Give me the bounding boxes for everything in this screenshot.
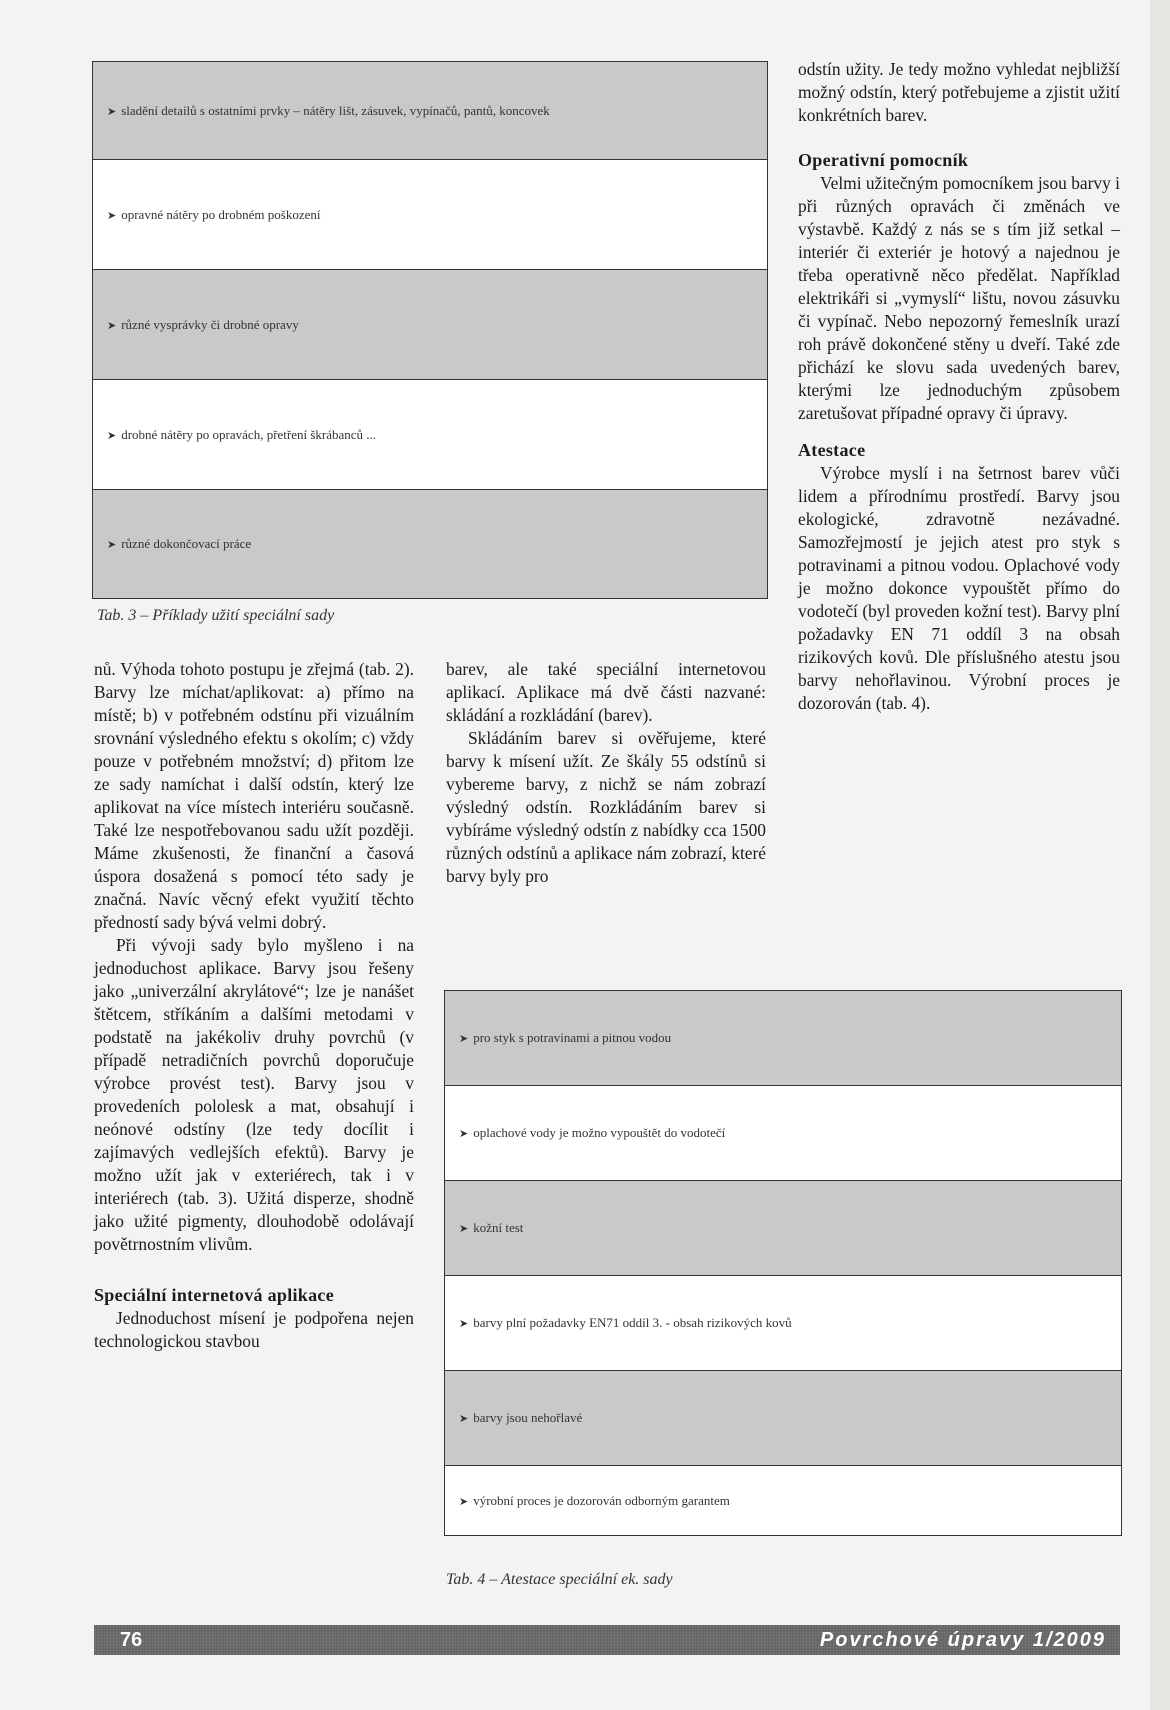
section-heading: Operativní pomocník bbox=[798, 150, 969, 170]
table-cell: barvy plní požadavky EN71 oddíl 3. - obsah rizikových kovů bbox=[473, 1315, 792, 1330]
paragraph: nů. Výhoda tohoto postupu je zřejmá (tab. 2). Barvy lze míchat/aplikovat: a) přímo na místě; b) v potřebném odstínu při vizuálním srovnání výsledného efektu s okolím; c) vždy pouze v potřebném množství; d) přitom lze ze sady namíchat i další odstín, který lze aplikovat na více místech interiéru současně. Také lze nespotřebovanou sadu užít později. Máme zkušenosti, že finanční a časová úspora dosažená s pomocí této sady je značná. Navíc věcný efekt využití těchto předností sady bývá velmi dobrý. bbox=[94, 659, 414, 932]
table-row bbox=[445, 1371, 1121, 1466]
arrow-bullet-icon: ➤ bbox=[459, 1495, 469, 1508]
table-row bbox=[445, 1466, 1121, 1535]
table-row bbox=[445, 1086, 1121, 1181]
table-3-caption: Tab. 3 – Příklady užití speciální sady bbox=[97, 607, 335, 624]
arrow-bullet-icon: ➤ bbox=[107, 319, 117, 332]
arrow-bullet-icon: ➤ bbox=[107, 209, 117, 222]
table-cell: různé vysprávky či drobné opravy bbox=[121, 316, 299, 332]
text-column-3 bbox=[798, 58, 1120, 715]
journal-title: Povrchové úpravy 1/2009 bbox=[819, 1629, 1106, 1651]
arrow-bullet-icon: ➤ bbox=[459, 1128, 469, 1140]
table-4-caption: Tab. 4 – Atestace speciální ek. sady bbox=[446, 1571, 673, 1588]
page-edge bbox=[1150, 0, 1170, 1710]
table-cell: sladění detailů s ostatními prvky – nátěry lišt, zásuvek, vypínačů, pantů, koncovek bbox=[121, 102, 550, 118]
arrow-bullet-icon: ➤ bbox=[459, 1033, 469, 1045]
table-row bbox=[93, 380, 767, 490]
table-row bbox=[445, 1276, 1121, 1371]
table-cell: drobné nátěry po opravách, přetření škrábanců ... bbox=[121, 426, 377, 442]
table-cell: barvy jsou nehořlavé bbox=[473, 1410, 583, 1425]
arrow-bullet-icon: ➤ bbox=[107, 539, 117, 551]
table-row bbox=[93, 160, 767, 270]
table-row bbox=[93, 270, 767, 380]
table-cell: různé dokončovací práce bbox=[121, 536, 252, 551]
section-heading: Atestace bbox=[798, 440, 866, 460]
arrow-bullet-icon: ➤ bbox=[107, 105, 117, 118]
arrow-bullet-icon: ➤ bbox=[459, 1413, 469, 1425]
arrow-bullet-icon: ➤ bbox=[107, 429, 117, 442]
table-cell: oplachové vody je možno vypouštět do vodotečí bbox=[473, 1125, 726, 1140]
page-footer bbox=[94, 1625, 1120, 1655]
table-4 bbox=[444, 990, 1122, 1536]
table-cell: výrobní proces je dozorován odborným garantem bbox=[473, 1492, 730, 1508]
paragraph: Velmi užitečným pomocníkem jsou barvy i při různých opravách či změnách ve výstavbě. Každý z nás se s tím již setkal – interiér či exteriér je hotový a najednou je třeba operativně něco předělat. Například elektrikáři si „vymyslí“ lištu, novou zásuvku či vypínač. Nebo nepozorný řemeslník urazí roh právě dokončené stěny u dveří. Také zde přichází ke slovu sada uvedených barev, kterými lze jednoduchým způsobem zaretušovat případné opravy či úpravy. bbox=[798, 173, 1120, 423]
table-3 bbox=[92, 61, 768, 599]
paragraph: Jednoduchost mísení je podpořena nejen technologickou stavbou bbox=[94, 1308, 414, 1351]
table-row bbox=[93, 62, 767, 160]
paragraph: Skládáním barev si ověřujeme, které barvy k mísení užít. Ze škály 55 odstínů si vybereme barvy, z nichž se nám zobrazí výsledný odstín. Rozkládáním barev si vybíráme výsledný odstín z nabídky cca 1500 různých odstínů a aplikace nám zobrazí, které barvy byly pro bbox=[446, 728, 766, 886]
table-cell: kožní test bbox=[473, 1220, 524, 1235]
page-number: 76 bbox=[120, 1629, 143, 1651]
table-row bbox=[445, 1181, 1121, 1276]
arrow-bullet-icon: ➤ bbox=[459, 1223, 469, 1235]
paragraph: odstín užity. Je tedy možno vyhledat nejbližší možný odstín, který potřebujeme a zjistit užití konkrétních barev. bbox=[798, 59, 1120, 125]
section-heading: Speciální internetová aplikace bbox=[94, 1285, 334, 1305]
paragraph: barev, ale také speciální internetovou aplikací. Aplikace má dvě části nazvané: skládání a rozkládání (barev). bbox=[446, 659, 766, 725]
table-cell: pro styk s potravinami a pitnou vodou bbox=[473, 1030, 672, 1045]
text-column-1 bbox=[94, 658, 414, 1353]
paragraph: Výrobce myslí i na šetrnost barev vůči lidem a přírodnímu prostředí. Barvy jsou ekologické, zdravotně nezávadné. Samozřejmostí je jejich atest pro styk s potravinami a pitnou vodou. Oplachové vody je možno dokonce vypouštět přímo do vodotečí (byl proveden kožní test). Barvy plní požadavky EN 71 oddíl 3 na obsah rizikových kovů. Dle příslušného atestu jsou barvy nehořlavinou. Výrobní proces je dozorován (tab. 4). bbox=[798, 463, 1120, 713]
table-row bbox=[93, 490, 767, 598]
paragraph: Při vývoji sady bylo myšleno i na jednoduchost aplikace. Barvy jsou řešeny jako „univerzální akrylátové“; lze je nanášet štětcem, stříkáním a dalšími metodami v podstatě na jakékoliv druhy povrchů (v případě netradičních povrchů doporučuje výrobce provést test). Barvy jsou v provedeních pololesk a mat, obsahují i neónové odstíny (lze tedy docílit i zajímavých vedlejších efektů). Barvy je možno užít jak v exteriérech, tak i v interiérech (tab. 3). Užitá disperze, shodně jako užité pigmenty, dlouhodobě odolávají povětrnostním vlivům. bbox=[94, 935, 414, 1254]
text-column-2 bbox=[446, 658, 766, 888]
table-row bbox=[445, 991, 1121, 1086]
arrow-bullet-icon: ➤ bbox=[459, 1318, 469, 1330]
table-cell: opravné nátěry po drobném poškození bbox=[121, 206, 321, 222]
